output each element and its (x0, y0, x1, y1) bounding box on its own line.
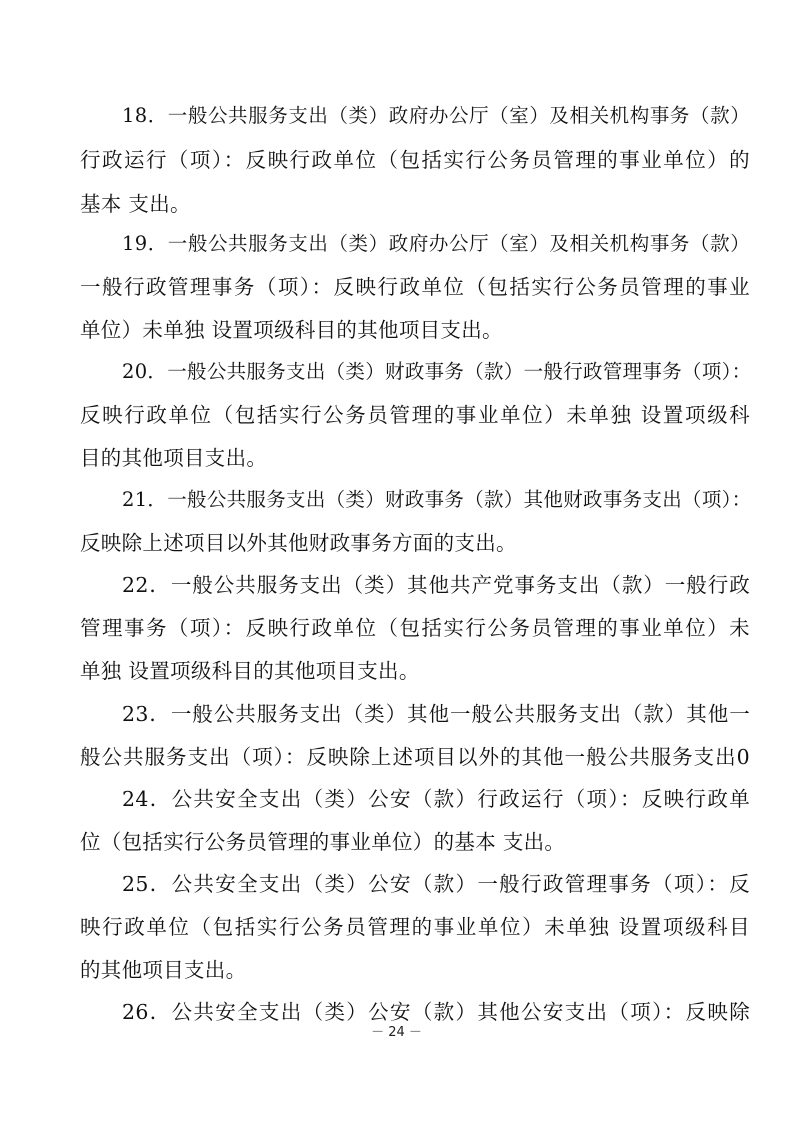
paragraph-line: 23．一般公共服务支出（类）其他一般公共服务支出（款）其他一 (122, 702, 750, 726)
paragraph-line: 目的其他项目支出。 (80, 446, 268, 470)
paragraph-line: 21．一般公共服务支出（类）财政事务（款）其他财政事务支出（项）： (122, 488, 752, 511)
paragraph-line: 25．公共安全支出（类）公安（款）一般行政管理事务（项）：反 (122, 872, 750, 896)
paragraph-line: 位（包括实行公务员管理的事业单位）的基本 支出。 (80, 830, 566, 854)
paragraph-line: 的其他项目支出。 (80, 958, 247, 982)
paragraph-line: 反映除上述项目以外其他财政事务方面的支出。 (80, 531, 517, 555)
paragraph-line: 26．公共安全支出（类）公安（款）其他公安支出（项）：反映除 (122, 1000, 750, 1024)
paragraph-line: 行政运行（项）：反映行政单位（包括实行公务员管理的事业单位）的 (80, 148, 750, 172)
paragraph-line: 管理事务（项）：反映行政单位（包括实行公务员管理的事业单位）未 (80, 616, 750, 640)
paragraph-line: 映行政单位（包括实行公务员管理的事业单位）未单独 设置项级科目 (80, 915, 750, 939)
paragraph-line: 18．一般公共服务支出（类）政府办公厅（室）及相关机构事务（款） (122, 104, 750, 127)
paragraph-line: 反映行政单位（包括实行公务员管理的事业单位）未单独 设置项级科 (80, 403, 750, 427)
paragraph-line: 般公共服务支出（项）：反映除上述项目以外的其他一般公共服务支出0 (80, 745, 750, 769)
paragraph-line: 20．一般公共服务支出（类）财政事务（款）一般行政管理事务（项）： (122, 360, 752, 383)
paragraph-line: 一般行政管理事务（项）：反映行政单位（包括实行公务员管理的事业 (80, 275, 750, 299)
paragraph-line: 24．公共安全支出（类）公安（款）行政运行（项）：反映行政单 (122, 787, 750, 811)
paragraph-line: 单位）未单独 设置项级科目的其他项目支出。 (80, 318, 503, 342)
paragraph-line: 基本 支出。 (80, 192, 191, 216)
paragraph-line: 22．一般公共服务支出（类）其他共产党事务支出（款）一般行政 (122, 573, 750, 597)
paragraph-line: 19．一般公共服务支出（类）政府办公厅（室）及相关机构事务（款） (122, 232, 750, 255)
page-number: － 24 － (371, 1025, 422, 1040)
paragraph-line: 单独 设置项级科目的其他项目支出。 (80, 659, 420, 683)
